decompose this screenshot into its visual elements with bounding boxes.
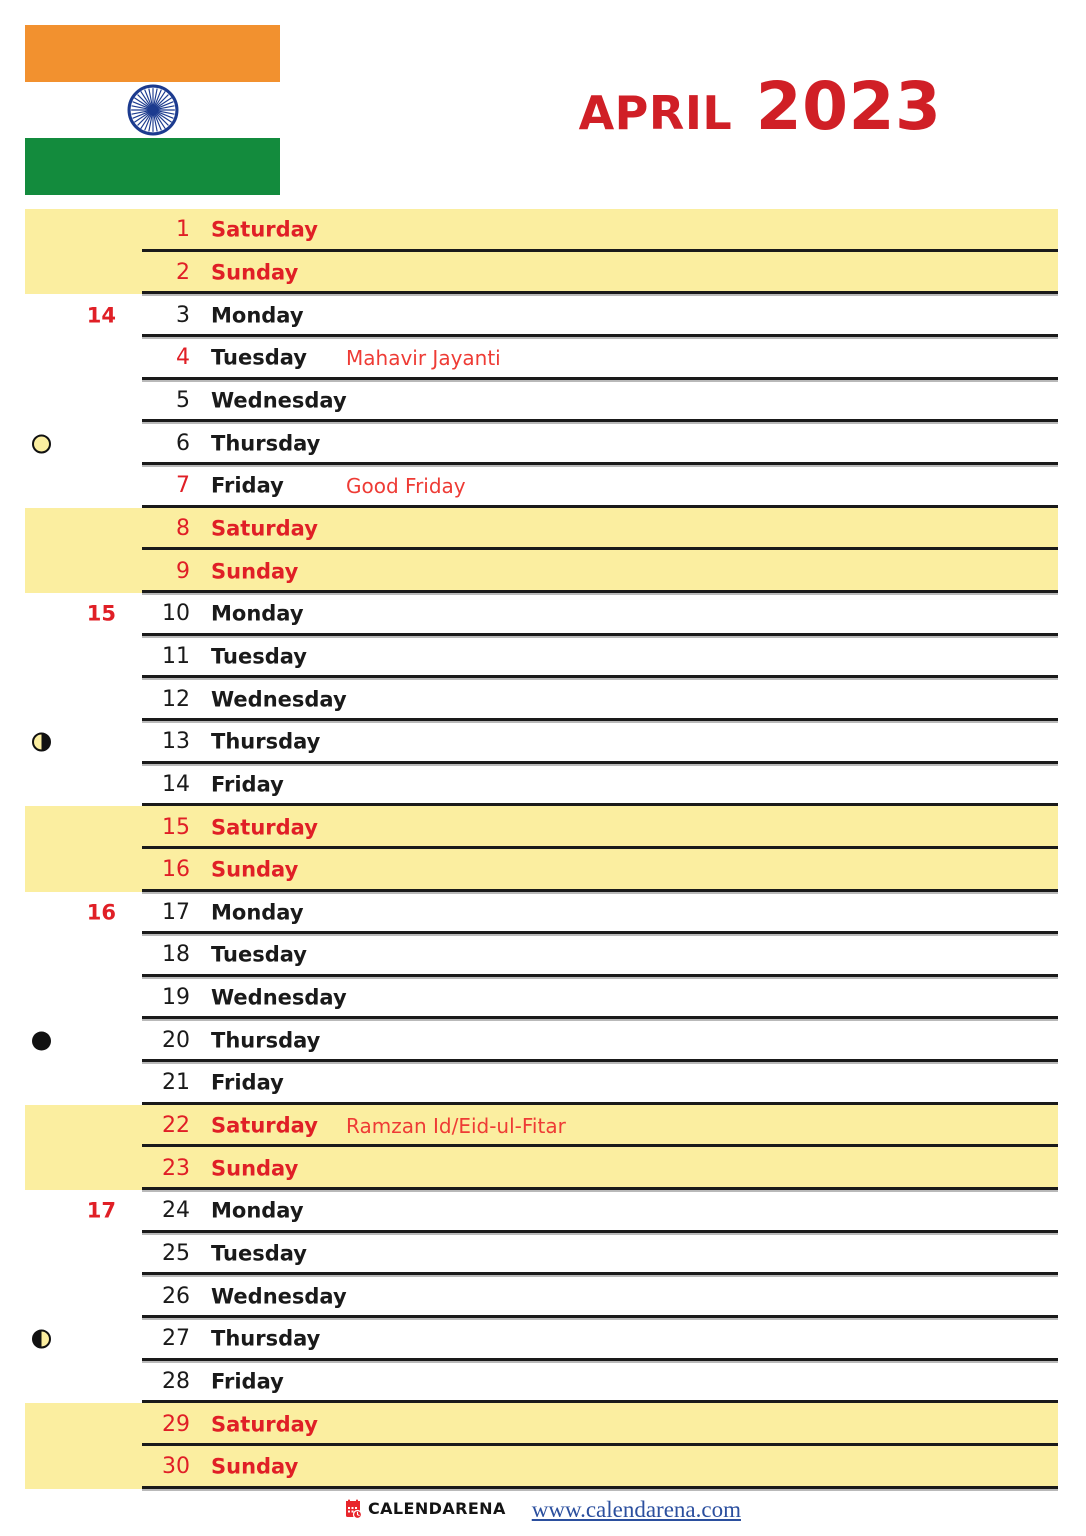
day-number: 8 (176, 515, 190, 541)
day-name: Friday (211, 772, 284, 797)
week-number: 17 (86, 1198, 116, 1223)
day-name: Wednesday (211, 1284, 347, 1309)
day-number: 21 (162, 1070, 190, 1096)
day-name: Saturday (211, 1412, 318, 1437)
calendar-day-row[interactable] (0, 764, 1086, 807)
calendar-day-row[interactable] (0, 721, 1086, 764)
calendar-day-row[interactable] (0, 1233, 1086, 1276)
day-number: 1 (176, 217, 190, 243)
day-name: Wednesday (211, 388, 347, 413)
calendar-day-row[interactable] (0, 422, 1086, 465)
calendar-day-row[interactable] (0, 849, 1086, 892)
first-quarter-icon (32, 1330, 51, 1349)
calendar-day-row[interactable] (0, 550, 1086, 593)
day-name: Tuesday (211, 1241, 307, 1266)
flag-band-saffron (25, 25, 280, 82)
calendar-day-row[interactable] (0, 1403, 1086, 1446)
day-number: 17 (162, 899, 190, 925)
calendar-day-row[interactable] (0, 892, 1086, 935)
day-number: 23 (162, 1155, 190, 1181)
calendar-day-row[interactable] (0, 252, 1086, 295)
brand-name: CALENDARENA (368, 1499, 506, 1518)
website-url-link[interactable]: www.calendarena.com (531, 1496, 741, 1522)
day-name: Wednesday (211, 985, 347, 1010)
calendar-day-row[interactable] (0, 1361, 1086, 1404)
day-number: 19 (162, 985, 190, 1011)
page-header (0, 0, 1086, 200)
calendar-day-list (0, 209, 1086, 1489)
week-number: 16 (86, 900, 116, 925)
calendar-day-row[interactable] (0, 977, 1086, 1020)
day-name: Thursday (211, 431, 321, 456)
calendar-day-row[interactable] (0, 1062, 1086, 1105)
day-number: 15 (162, 814, 190, 840)
week-number: 14 (86, 303, 116, 328)
day-number: 14 (162, 771, 190, 797)
day-name: Sunday (211, 1156, 299, 1181)
calendar-day-row[interactable] (0, 1190, 1086, 1233)
calendar-day-row[interactable] (0, 636, 1086, 679)
new-moon-icon (32, 1031, 51, 1050)
day-name: Sunday (211, 1454, 299, 1479)
day-name: Thursday (211, 1028, 321, 1053)
day-number: 5 (176, 387, 190, 413)
india-flag (25, 25, 280, 195)
day-name: Tuesday (211, 942, 307, 967)
day-number: 3 (176, 302, 190, 328)
day-number: 28 (162, 1369, 190, 1395)
page-title: april 2023 (578, 68, 942, 145)
day-number: 2 (176, 259, 190, 285)
day-number: 24 (162, 1198, 190, 1224)
day-name: Saturday (211, 516, 318, 541)
day-number: 18 (162, 942, 190, 968)
day-number: 25 (162, 1241, 190, 1267)
day-number: 27 (162, 1326, 190, 1352)
day-number: 10 (162, 601, 190, 627)
day-name: Thursday (211, 729, 321, 754)
day-number: 11 (162, 643, 190, 669)
day-name: Monday (211, 601, 304, 626)
calendar-day-row[interactable] (0, 1105, 1086, 1148)
day-number: 12 (162, 686, 190, 712)
brand-lockup (345, 1499, 506, 1519)
calendar-clock-icon (345, 1499, 363, 1519)
holiday-label: Good Friday (346, 474, 466, 499)
calendar-day-row[interactable] (0, 209, 1086, 252)
day-name: Monday (211, 900, 304, 925)
day-name: Monday (211, 303, 304, 328)
ashoka-chakra-icon (127, 84, 179, 136)
day-number: 9 (176, 558, 190, 584)
calendar-day-row[interactable] (0, 593, 1086, 636)
page-footer (0, 1489, 1086, 1529)
calendar-day-row[interactable] (0, 1147, 1086, 1190)
last-quarter-icon (32, 733, 51, 752)
day-name: Saturday (211, 1113, 318, 1138)
day-name: Saturday (211, 815, 318, 840)
holiday-label: Mahavir Jayanti (346, 346, 501, 371)
calendar-day-row[interactable] (0, 337, 1086, 380)
calendar-day-row[interactable] (0, 1318, 1086, 1361)
day-number: 20 (162, 1027, 190, 1053)
day-number: 16 (162, 857, 190, 883)
day-name: Tuesday (211, 345, 307, 370)
calendar-day-row[interactable] (0, 934, 1086, 977)
calendar-day-row[interactable] (0, 678, 1086, 721)
day-number: 22 (162, 1113, 190, 1139)
day-name: Tuesday (211, 644, 307, 669)
full-moon-icon (32, 434, 51, 453)
calendar-day-row[interactable] (0, 465, 1086, 508)
day-number: 30 (162, 1454, 190, 1480)
calendar-day-row[interactable] (0, 294, 1086, 337)
day-number: 29 (162, 1411, 190, 1437)
day-name: Sunday (211, 260, 299, 285)
calendar-day-row[interactable] (0, 806, 1086, 849)
flag-band-green (25, 138, 280, 195)
day-number: 6 (176, 430, 190, 456)
day-name: Friday (211, 1070, 284, 1095)
holiday-label: Ramzan Id/Eid-ul-Fitar (346, 1114, 566, 1139)
day-number: 4 (176, 345, 190, 371)
day-name: Thursday (211, 1326, 321, 1351)
calendar-day-row[interactable] (0, 508, 1086, 551)
calendar-day-row[interactable] (0, 1019, 1086, 1062)
day-number: 26 (162, 1283, 190, 1309)
day-name: Sunday (211, 559, 299, 584)
calendar-day-row[interactable] (0, 380, 1086, 423)
week-number: 15 (86, 601, 116, 626)
day-name: Friday (211, 473, 284, 498)
day-name: Wednesday (211, 687, 347, 712)
day-name: Monday (211, 1198, 304, 1223)
day-number: 7 (176, 473, 190, 499)
day-number: 13 (162, 729, 190, 755)
flag-band-white (25, 82, 280, 139)
calendar-day-row[interactable] (0, 1446, 1086, 1489)
day-name: Friday (211, 1369, 284, 1394)
calendar-day-row[interactable] (0, 1275, 1086, 1318)
day-name: Sunday (211, 857, 299, 882)
day-name: Saturday (211, 217, 318, 242)
